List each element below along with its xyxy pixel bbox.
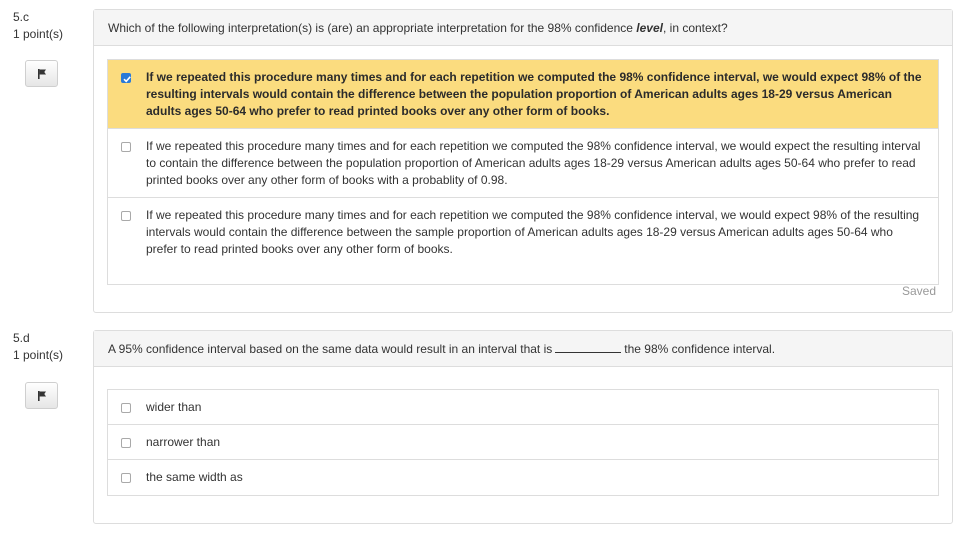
answer-blank [555, 342, 621, 353]
prompt-text: Which of the following interpretation(s) is (are) an appropriate interpretation for the 98% confidence [108, 20, 637, 35]
answer-text: wider than [146, 400, 202, 414]
question-prompt [94, 331, 952, 367]
question-panel-5d [93, 330, 953, 524]
prompt-text-end: the 98% confidence interval. [624, 341, 776, 356]
answer-options [107, 389, 939, 496]
question-number-5c [13, 9, 63, 43]
question-number: 5.c [13, 10, 30, 24]
flag-icon [36, 390, 48, 402]
answer-option[interactable] [108, 129, 938, 198]
question-number: 5.d [13, 331, 30, 345]
answer-checkbox[interactable] [121, 403, 131, 413]
prompt-text-end: , in context? [662, 20, 728, 35]
answer-option[interactable] [108, 460, 938, 495]
prompt-emphasis: level [636, 20, 663, 35]
answer-option[interactable] [108, 198, 938, 284]
flag-question-button[interactable] [25, 382, 58, 409]
flag-icon [36, 68, 48, 80]
question-number-5d [13, 330, 63, 364]
question-prompt [94, 10, 952, 46]
prompt-text: A 95% confidence interval based on the same data would result in an interval that is [108, 341, 553, 356]
save-status: Saved [901, 284, 936, 298]
answer-option[interactable] [108, 390, 938, 425]
question-points: 1 point(s) [13, 348, 64, 362]
answer-checkbox[interactable] [121, 211, 131, 221]
answer-checkbox[interactable] [121, 142, 131, 152]
answer-text: If we repeated this procedure many times and for each repetition we computed the 98% confidence interval, we would expect the resulting interval to contain the difference between the population proportion of American adults ages 18-29 versus American adults ages 50-64 who prefer to read printed books over any other form of books with a probablity of 0.98. [146, 139, 921, 187]
answer-text: If we repeated this procedure many times and for each repetition we computed the 98% confidence interval, we would expect 98% of the resulting intervals would contain the difference between the population proportion of American adults ages 18-29 versus American adults ages 50-64 who prefer to read printed books over any other form of books. [146, 70, 922, 118]
answer-text: If we repeated this procedure many times and for each repetition we computed the 98% confidence interval, we would expect 98% of the resulting intervals would contain the difference between the sample proportion of American adults ages 18-29 versus American adults ages 50-64 who prefer to read printed books over any other form of books. [146, 208, 920, 256]
answer-options [107, 59, 939, 285]
answer-text: narrower than [146, 435, 221, 449]
answer-text: the same width as [146, 470, 243, 484]
answer-checkbox[interactable] [121, 438, 131, 448]
check-icon [122, 74, 132, 84]
question-panel-5c [93, 9, 953, 313]
answer-option[interactable] [108, 60, 938, 129]
answer-checkbox[interactable] [121, 73, 131, 83]
answer-checkbox[interactable] [121, 473, 131, 483]
question-points: 1 point(s) [13, 27, 64, 41]
flag-question-button[interactable] [25, 60, 58, 87]
answer-option[interactable] [108, 425, 938, 460]
